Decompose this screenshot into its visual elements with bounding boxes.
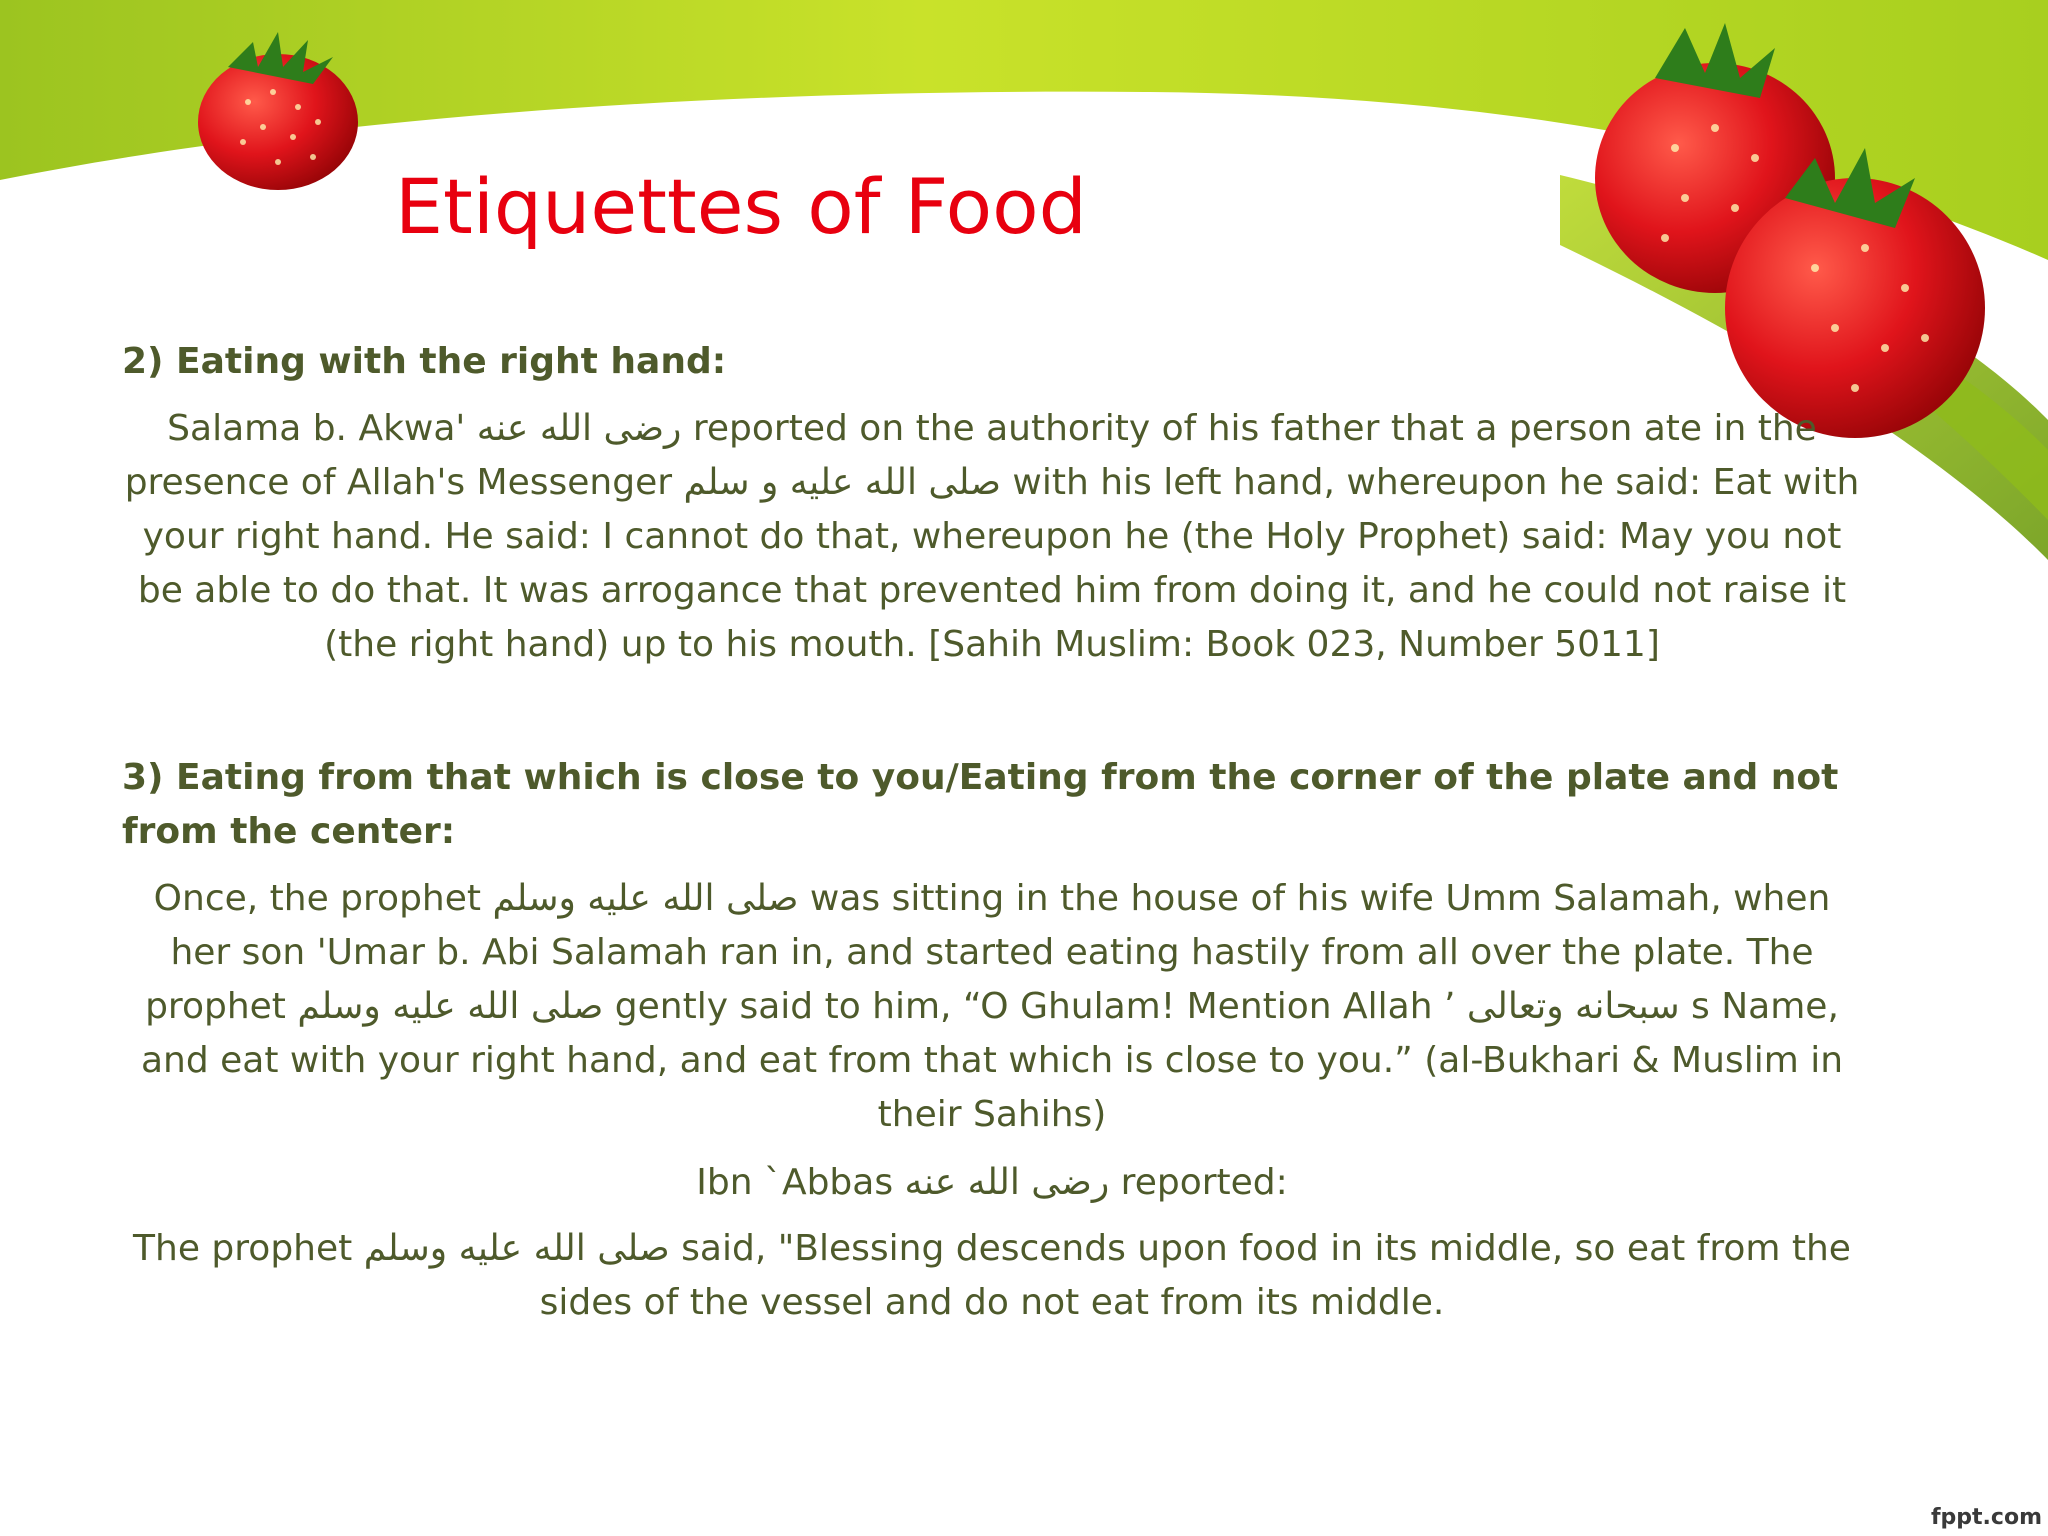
section-3-paragraph-1: Once, the prophet صلی الله علیه وسلم was sitting in the house of his wife Umm Salamah, when her son 'Umar b. Abi Salamah ran in, and started eating hastily from all over the plate. The prophet صلی الله علیه وسلم gently said to him, “O Ghulam! Mention Allah ’ سبحانه وتعالی s Name, and eat with your right hand, and eat from that which is close to you.” (al-Bukhari & Muslim in their Sahihs) [140,878,1844,1135]
section-3-paragraph-3: The prophet صلی الله علیه وسلم said, "Blessing descends upon food in its middle, so eat from the sides of the vessel and do not eat from its middle. [133,1228,1851,1323]
section-2-heading: 2) Eating with the right hand: [122,341,727,382]
watermark: fppt.com [1930,1505,2042,1530]
slide-title: Etiquettes of Food [395,162,1087,251]
section-2-paragraph: Salama b. Akwa' رضی الله عنه reported on the authority of his father that a person ate in the presence of Allah's Messenger صلی الله علیه و سلم with his left hand, whereupon he said: Eat with your right hand. He said: I cannot do that, whereupon he (the Holy Prophet) said: May you not be able to do that. It was arrogance that prevented him from doing it, and he could not raise it (the right hand) up to his mouth. [Sahih Muslim: Book 023, Number 5011] [124,408,1860,665]
section-3-paragraph-2: Ibn `Abbas رضی الله عنه reported: [696,1162,1288,1203]
section-3-heading: 3) Eating from that which is close to you/Eating from the corner of the plate and not from the center: [122,757,1839,852]
strawberry-icon [168,22,383,202]
strawberry-icon [1555,8,2048,448]
